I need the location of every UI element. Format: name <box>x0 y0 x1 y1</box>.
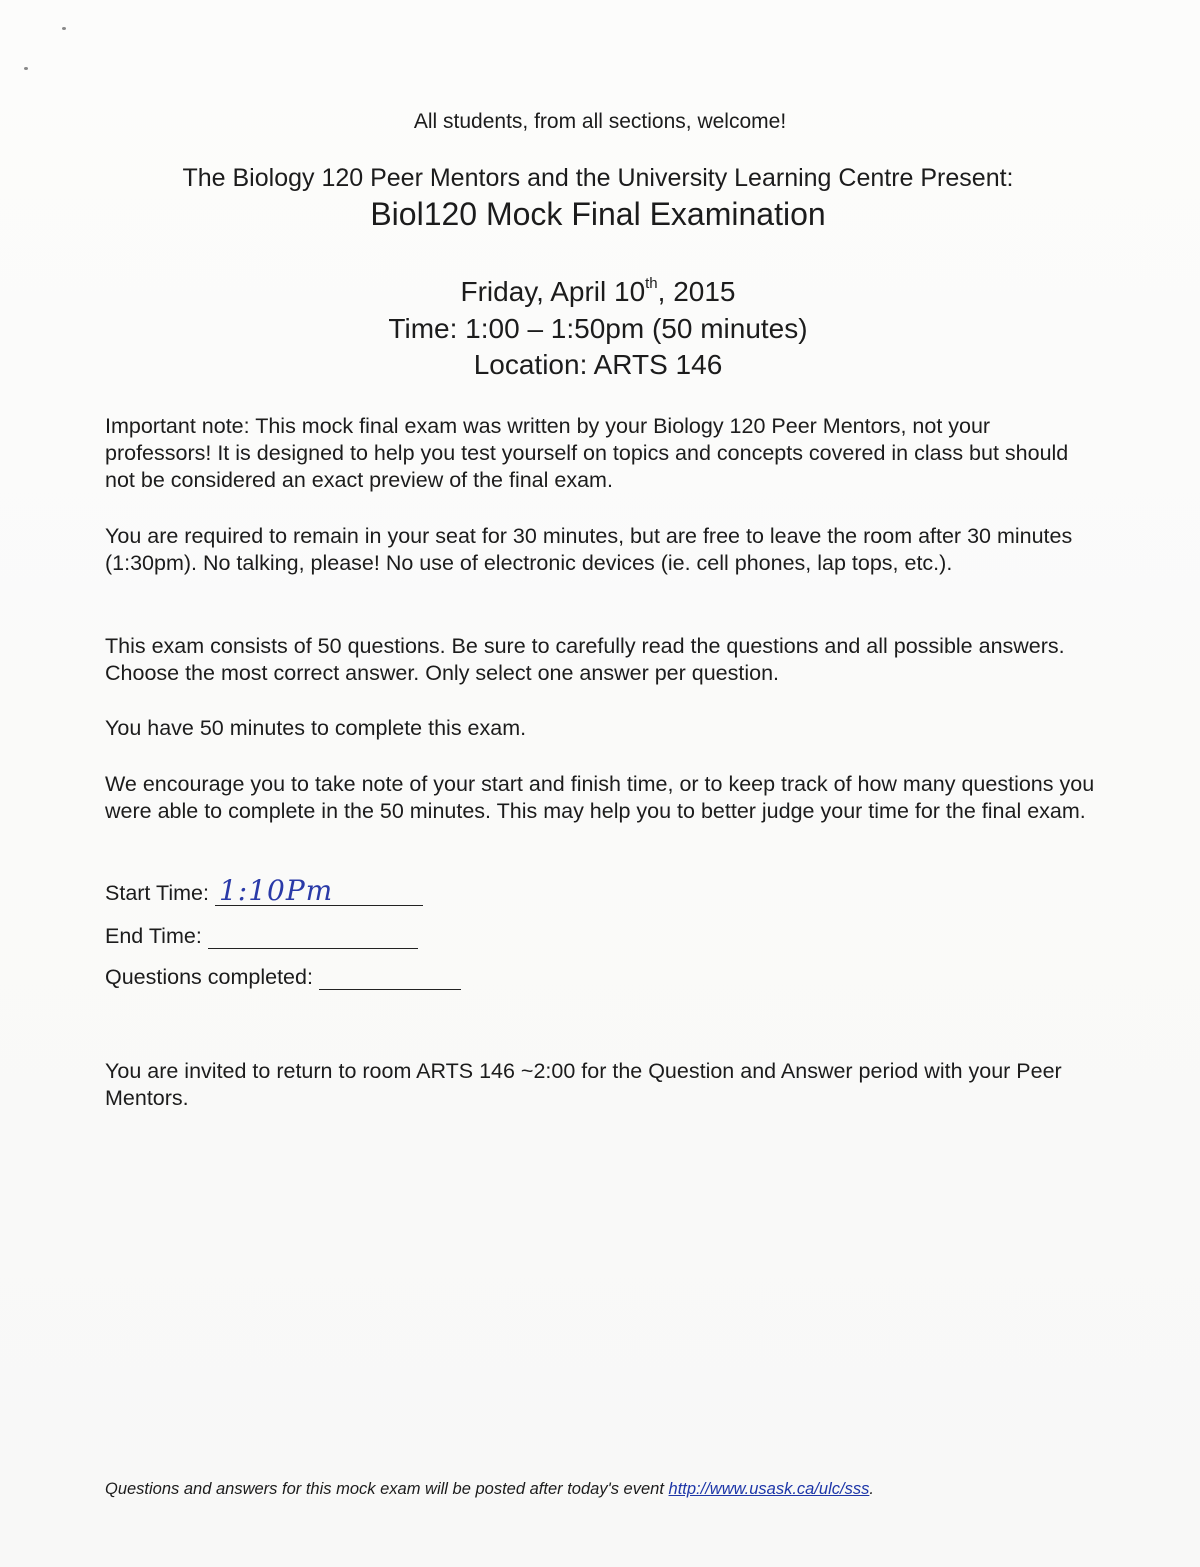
start-time-label: Start Time: <box>105 881 209 905</box>
duration-paragraph: You have 50 minutes to complete this exam. <box>105 716 527 740</box>
important-note-paragraph: Important note: This mock final exam was written by your Biology 120 Peer Mentors, not your professors! It is designed to help you test yourself on topics and concepts covered in class but should not be considered an exact preview of the final exam. <box>105 414 1069 492</box>
footer-note-text: Questions and answers for this mock exam will be posted after today's event <box>105 1480 669 1498</box>
seat-rules-paragraph: You are required to remain in your seat for 30 minutes, but are free to leave the room after 30 minutes (1:30pm). No talking, please! No use of electronic devices (ie. cell phones, lap tops, etc.). <box>105 524 1073 575</box>
end-time-row <box>105 920 418 950</box>
exam-title: Biol120 Mock Final Examination <box>370 196 826 232</box>
qa-invitation-paragraph: You are invited to return to room ARTS 146 ~2:00 for the Question and Answer period with your Peer Mentors. <box>105 1059 1062 1110</box>
questions-completed-label: Questions completed: <box>105 965 313 989</box>
question-instructions-paragraph: This exam consists of 50 questions. Be sure to carefully read the questions and all possible answers. Choose the most correct answer. Only select one answer per question. <box>105 634 1065 685</box>
exam-location: Location: ARTS 146 <box>473 349 723 380</box>
footer-link[interactable]: http://www.usask.ca/ulc/sss <box>668 1480 870 1498</box>
welcome-line: All students, from all sections, welcome! <box>413 110 787 133</box>
start-time-row <box>105 874 423 907</box>
end-time-label: End Time: <box>105 924 202 948</box>
date-ordinal-suffix: th <box>645 275 658 292</box>
date-year: , 2015 <box>657 276 736 307</box>
footer-note <box>105 1480 874 1499</box>
exam-date <box>0 276 1198 308</box>
footer-trailing-punctuation: . <box>869 1480 874 1498</box>
exam-time: Time: 1:00 – 1:50pm (50 minutes) <box>388 313 808 344</box>
scan-speck <box>24 67 28 70</box>
time-tracking-paragraph: We encourage you to take note of your start and finish time, or to keep track of how many questions you were able to complete in the 50 minutes. This may help you to better judge your time for the final exam. <box>105 772 1095 823</box>
presenters-line: The Biology 120 Peer Mentors and the University Learning Centre Present: <box>182 164 1014 192</box>
scan-speck <box>62 27 66 30</box>
questions-completed-row <box>105 961 461 991</box>
questions-completed-field[interactable] <box>319 961 461 990</box>
end-time-field[interactable] <box>208 920 418 949</box>
date-prefix: Friday, April 10 <box>460 276 646 307</box>
start-time-field[interactable] <box>215 874 423 907</box>
start-time-handwritten-value: 1:10Pm <box>218 874 334 907</box>
